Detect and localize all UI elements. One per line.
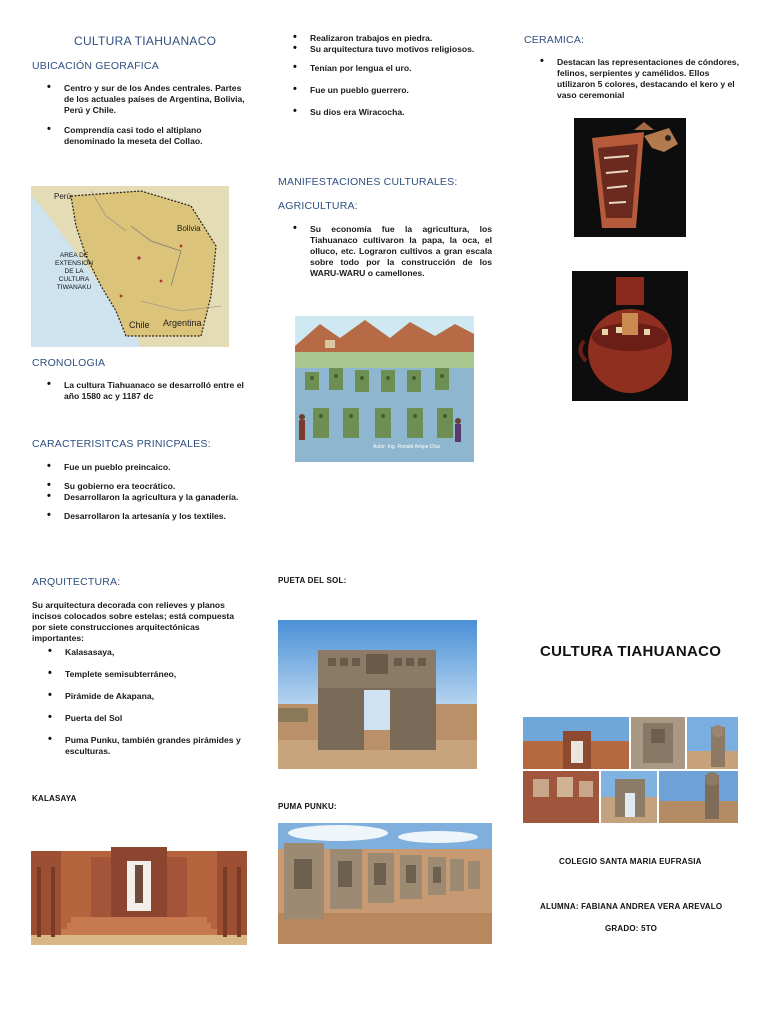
- puma-punku-photo: [278, 823, 492, 944]
- cover-collage: [523, 717, 738, 823]
- map-label-area: AREA DE EXTENSION DE LA CULTURA TIWANAKU: [54, 252, 94, 291]
- caracteristicas-heading: CARACTERISITCAS PRINICPALES:: [32, 438, 211, 450]
- kalasaya-label: KALASAYA: [32, 794, 77, 803]
- cronologia-heading: CRONOLOGIA: [32, 357, 106, 369]
- map-label-chile: Chile: [129, 320, 150, 330]
- puerta-del-sol-label: PUETA DEL SOL:: [278, 576, 347, 585]
- list-item: • Puerta del Sol: [65, 713, 250, 724]
- arquitectura-heading: ARQUITECTURA:: [32, 576, 121, 588]
- list-item: • Fue un pueblo preincaico.: [64, 462, 254, 473]
- col2-list: [310, 33, 495, 118]
- list-item: • Pirámide de Akapana,: [65, 691, 250, 702]
- brochure-title: CULTURA TIAHUANACO: [74, 34, 217, 48]
- arquitectura-list: [65, 647, 250, 757]
- list-item: • Destacan las representaciones de cóndores, felinos, serpientes y camélidos. Ellos utilizaron 5 colores, destacando el kero y el vaso ceremonial: [557, 57, 739, 101]
- list-item: • Desarrollaron la artesanía y los textiles.: [64, 511, 254, 522]
- caracteristicas-list: [64, 462, 254, 522]
- list-item: • Fue un pueblo guerrero.: [310, 85, 495, 96]
- ceremonial-vase-image: [572, 271, 688, 401]
- puma-punku-label: PUMA PUNKU:: [278, 802, 337, 811]
- list-item: • Templete semisubterráneo,: [65, 669, 250, 680]
- agriculture-illustration: [295, 316, 474, 462]
- map-label-peru: Perú: [54, 192, 71, 201]
- arquitectura-paragraph: Su arquitectura decorada con relieves y planos incisos colocados sobre estelas; está compuesta por siete construcciones arquitectónicas importantes:: [32, 600, 235, 643]
- student-name: ALUMNA: FABIANA ANDREA VERA AREVALO: [540, 902, 723, 911]
- list-item: • Comprendía casi todo el altiplano denominado la meseta del Collao.: [64, 125, 249, 147]
- list-item: • La cultura Tiahuanaco se desarrolló entre el año 1580 ac y 1187 dc: [64, 380, 249, 402]
- cronologia-list: [64, 380, 249, 402]
- list-item: • Su dios era Wiracocha.: [310, 107, 495, 118]
- school-name: COLEGIO SANTA MARIA EUFRASIA: [559, 857, 702, 866]
- agricultura-heading: AGRICULTURA:: [278, 200, 358, 212]
- ceramica-list: [557, 57, 739, 101]
- illustration-caption: Autor: Ing. Ronald Arispe Díaz: [373, 444, 441, 450]
- manifestaciones-heading: MANIFESTACIONES CULTURALES:: [278, 176, 458, 188]
- list-item: • Su arquitectura tuvo motivos religiosos.: [310, 44, 495, 55]
- list-item: • Desarrollaron la agricultura y la ganadería.: [64, 492, 254, 503]
- ubicacion-heading: UBICACIÓN GEORAFICA: [32, 60, 159, 72]
- list-item: • Su gobierno era teocrático.: [64, 481, 254, 492]
- list-item: • Realizaron trabajos en piedra.: [310, 33, 495, 44]
- kalasaya-photo: [31, 837, 247, 945]
- ubicacion-list: [64, 83, 249, 147]
- list-item: • Su economía fue la agricultura, los Tiahuanaco cultivaron la papa, la oca, el olluco, etc. Lograron cultivos a gran escala sobre todo por la construcción de los WARU-WARU o camellones.: [310, 224, 492, 279]
- map-label-bolivia: Bolivia: [177, 224, 201, 233]
- grade: GRADO: 5TO: [605, 924, 658, 933]
- agricultura-list: [310, 224, 492, 279]
- puerta-del-sol-photo: [278, 620, 477, 769]
- map-label-argentina: Argentina: [163, 318, 202, 328]
- map-image: [31, 186, 229, 347]
- list-item: • Tenían por lengua el uro.: [310, 63, 495, 74]
- list-item: • Kalasasaya,: [65, 647, 250, 658]
- cover-title: CULTURA TIAHUANACO: [540, 643, 722, 660]
- ceramica-heading: CERAMICA:: [524, 34, 585, 46]
- list-item: • Puma Punku, también grandes pirámides y esculturas.: [65, 735, 250, 757]
- ceramic-vessel-image: [574, 118, 686, 237]
- list-item: • Centro y sur de los Andes centrales. Partes de los actuales países de Argentina, Bolivia, Perú y Chile.: [64, 83, 249, 116]
